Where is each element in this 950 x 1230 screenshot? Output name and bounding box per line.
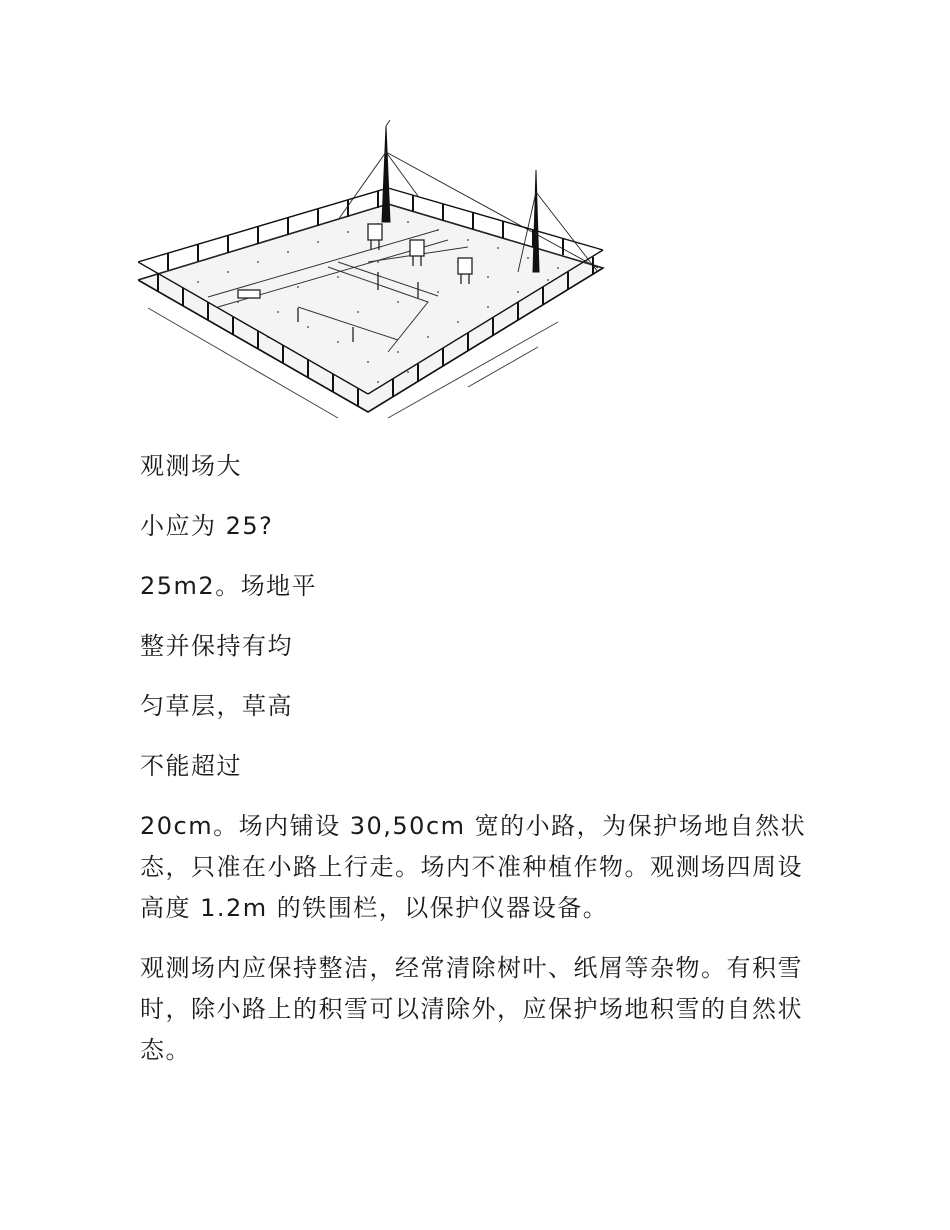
document-body: [140, 446, 820, 1090]
paragraph: 观测场内应保持整洁，经常清除树叶、纸屑等杂物。有积雪时，除小路上的积雪可以清除外，应保护场地积雪的自然状态。: [140, 954, 803, 1064]
text-line: 匀草层，草高: [140, 692, 293, 720]
paragraph: 20cm。场内铺设 30,50cm 宽的小路，为保护场地自然状态，只准在小路上行走。场内不准种植作物。观测场四周设高度 1.2m 的铁围栏，以保护仪器设备。: [140, 812, 807, 922]
observation-field-figure: [138, 112, 608, 424]
text-line: 观测场大: [140, 452, 242, 480]
text-line: 不能超过: [140, 752, 242, 780]
text-line: 25m2。场地平: [140, 572, 318, 600]
text-line: 小应为 25?: [140, 512, 274, 540]
text-line: 整并保持有均: [140, 632, 293, 660]
observation-field-diagram-icon: [138, 112, 608, 424]
